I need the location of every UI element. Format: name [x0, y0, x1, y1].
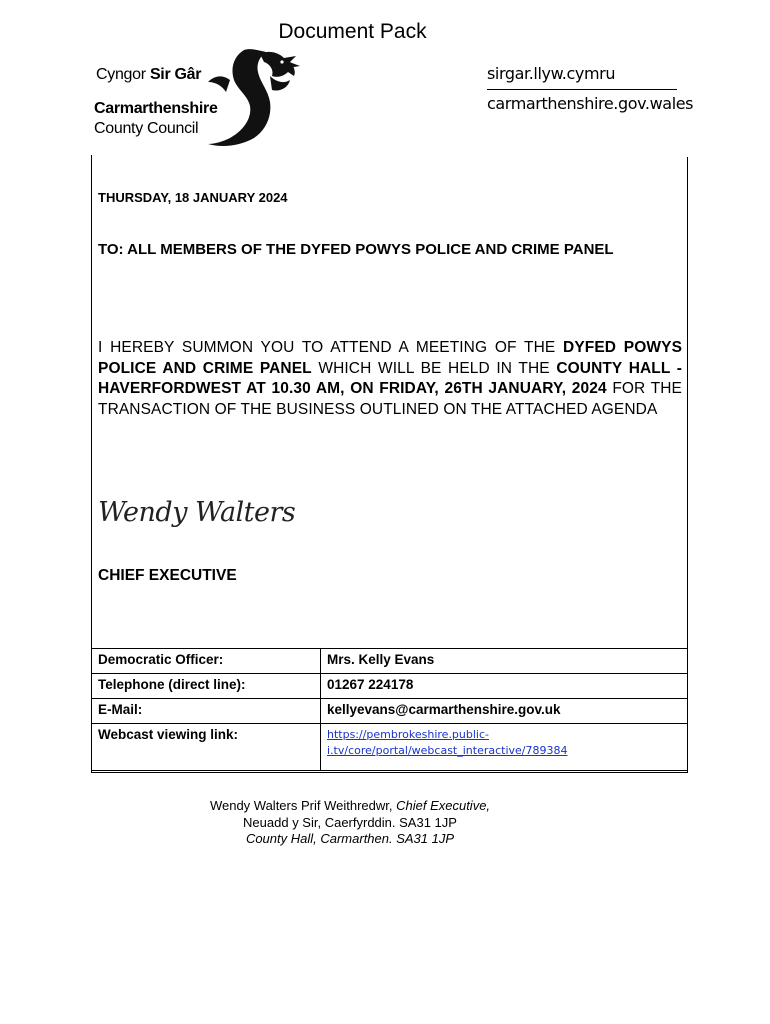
contact-label: Telephone (direct line):	[92, 674, 321, 699]
footer-line: Neuadd y Sir, Caerfyrddin. SA31 1JP	[243, 814, 457, 830]
signature: Wendy Walters	[98, 497, 296, 528]
logo-welsh-name: Cyngor Sir Gâr	[96, 66, 202, 83]
dragon-icon	[204, 46, 304, 150]
logo-english-name: Carmarthenshire	[94, 100, 218, 117]
contact-value: Mrs. Kelly Evans	[321, 649, 688, 674]
contact-label: Webcast viewing link:	[92, 724, 321, 771]
table-row	[92, 724, 688, 771]
letter-date: THURSDAY, 18 JANUARY 2024	[98, 190, 288, 205]
webcast-link[interactable]: https://pembrokeshire.public- i.tv/core/portal/webcast_interactive/789384	[327, 728, 568, 757]
table-row	[92, 674, 688, 699]
english-website[interactable]: carmarthenshire.gov.wales	[487, 94, 694, 113]
footer-line: County Hall, Carmarthen. SA31 1JP	[245, 831, 455, 846]
council-logo	[92, 46, 302, 150]
footer-address	[150, 798, 550, 848]
contact-value: 01267 224178	[321, 674, 688, 699]
email-link[interactable]: kellyevans@carmarthenshire.gov.uk	[321, 699, 688, 724]
table-row	[92, 649, 688, 674]
website-links	[487, 64, 694, 113]
website-divider	[487, 89, 677, 90]
welsh-website[interactable]: sirgar.llyw.cymru	[487, 64, 616, 83]
contact-table	[91, 648, 688, 771]
summons-paragraph: I HEREBY SUMMON YOU TO ATTEND A MEETING OF THE DYFED POWYS POLICE AND CRIME PANEL WHICH WILL BE HELD IN THE COUNTY HALL - HAVERFORDWEST AT 10.30 AM, ON FRIDAY, 26TH JANUARY, 2024 FOR THE TRANSACTION OF THE BUSINESS OUTLINED ON THE ATTACHED AGENDA	[98, 339, 683, 418]
document-pack-title: Document Pack	[278, 20, 427, 43]
table-row	[92, 699, 688, 724]
logo-english-suffix: County Council	[94, 120, 199, 137]
footer-line: Wendy Walters Prif Weithredwr, Chief Executive,	[209, 798, 491, 813]
signatory-title: CHIEF EXECUTIVE	[98, 567, 237, 584]
webcast-link-cell	[321, 724, 688, 771]
contact-label: E-Mail:	[92, 699, 321, 724]
letter-recipients: TO: ALL MEMBERS OF THE DYFED POWYS POLICE AND CRIME PANEL	[98, 241, 614, 258]
contact-label: Democratic Officer:	[92, 649, 321, 674]
